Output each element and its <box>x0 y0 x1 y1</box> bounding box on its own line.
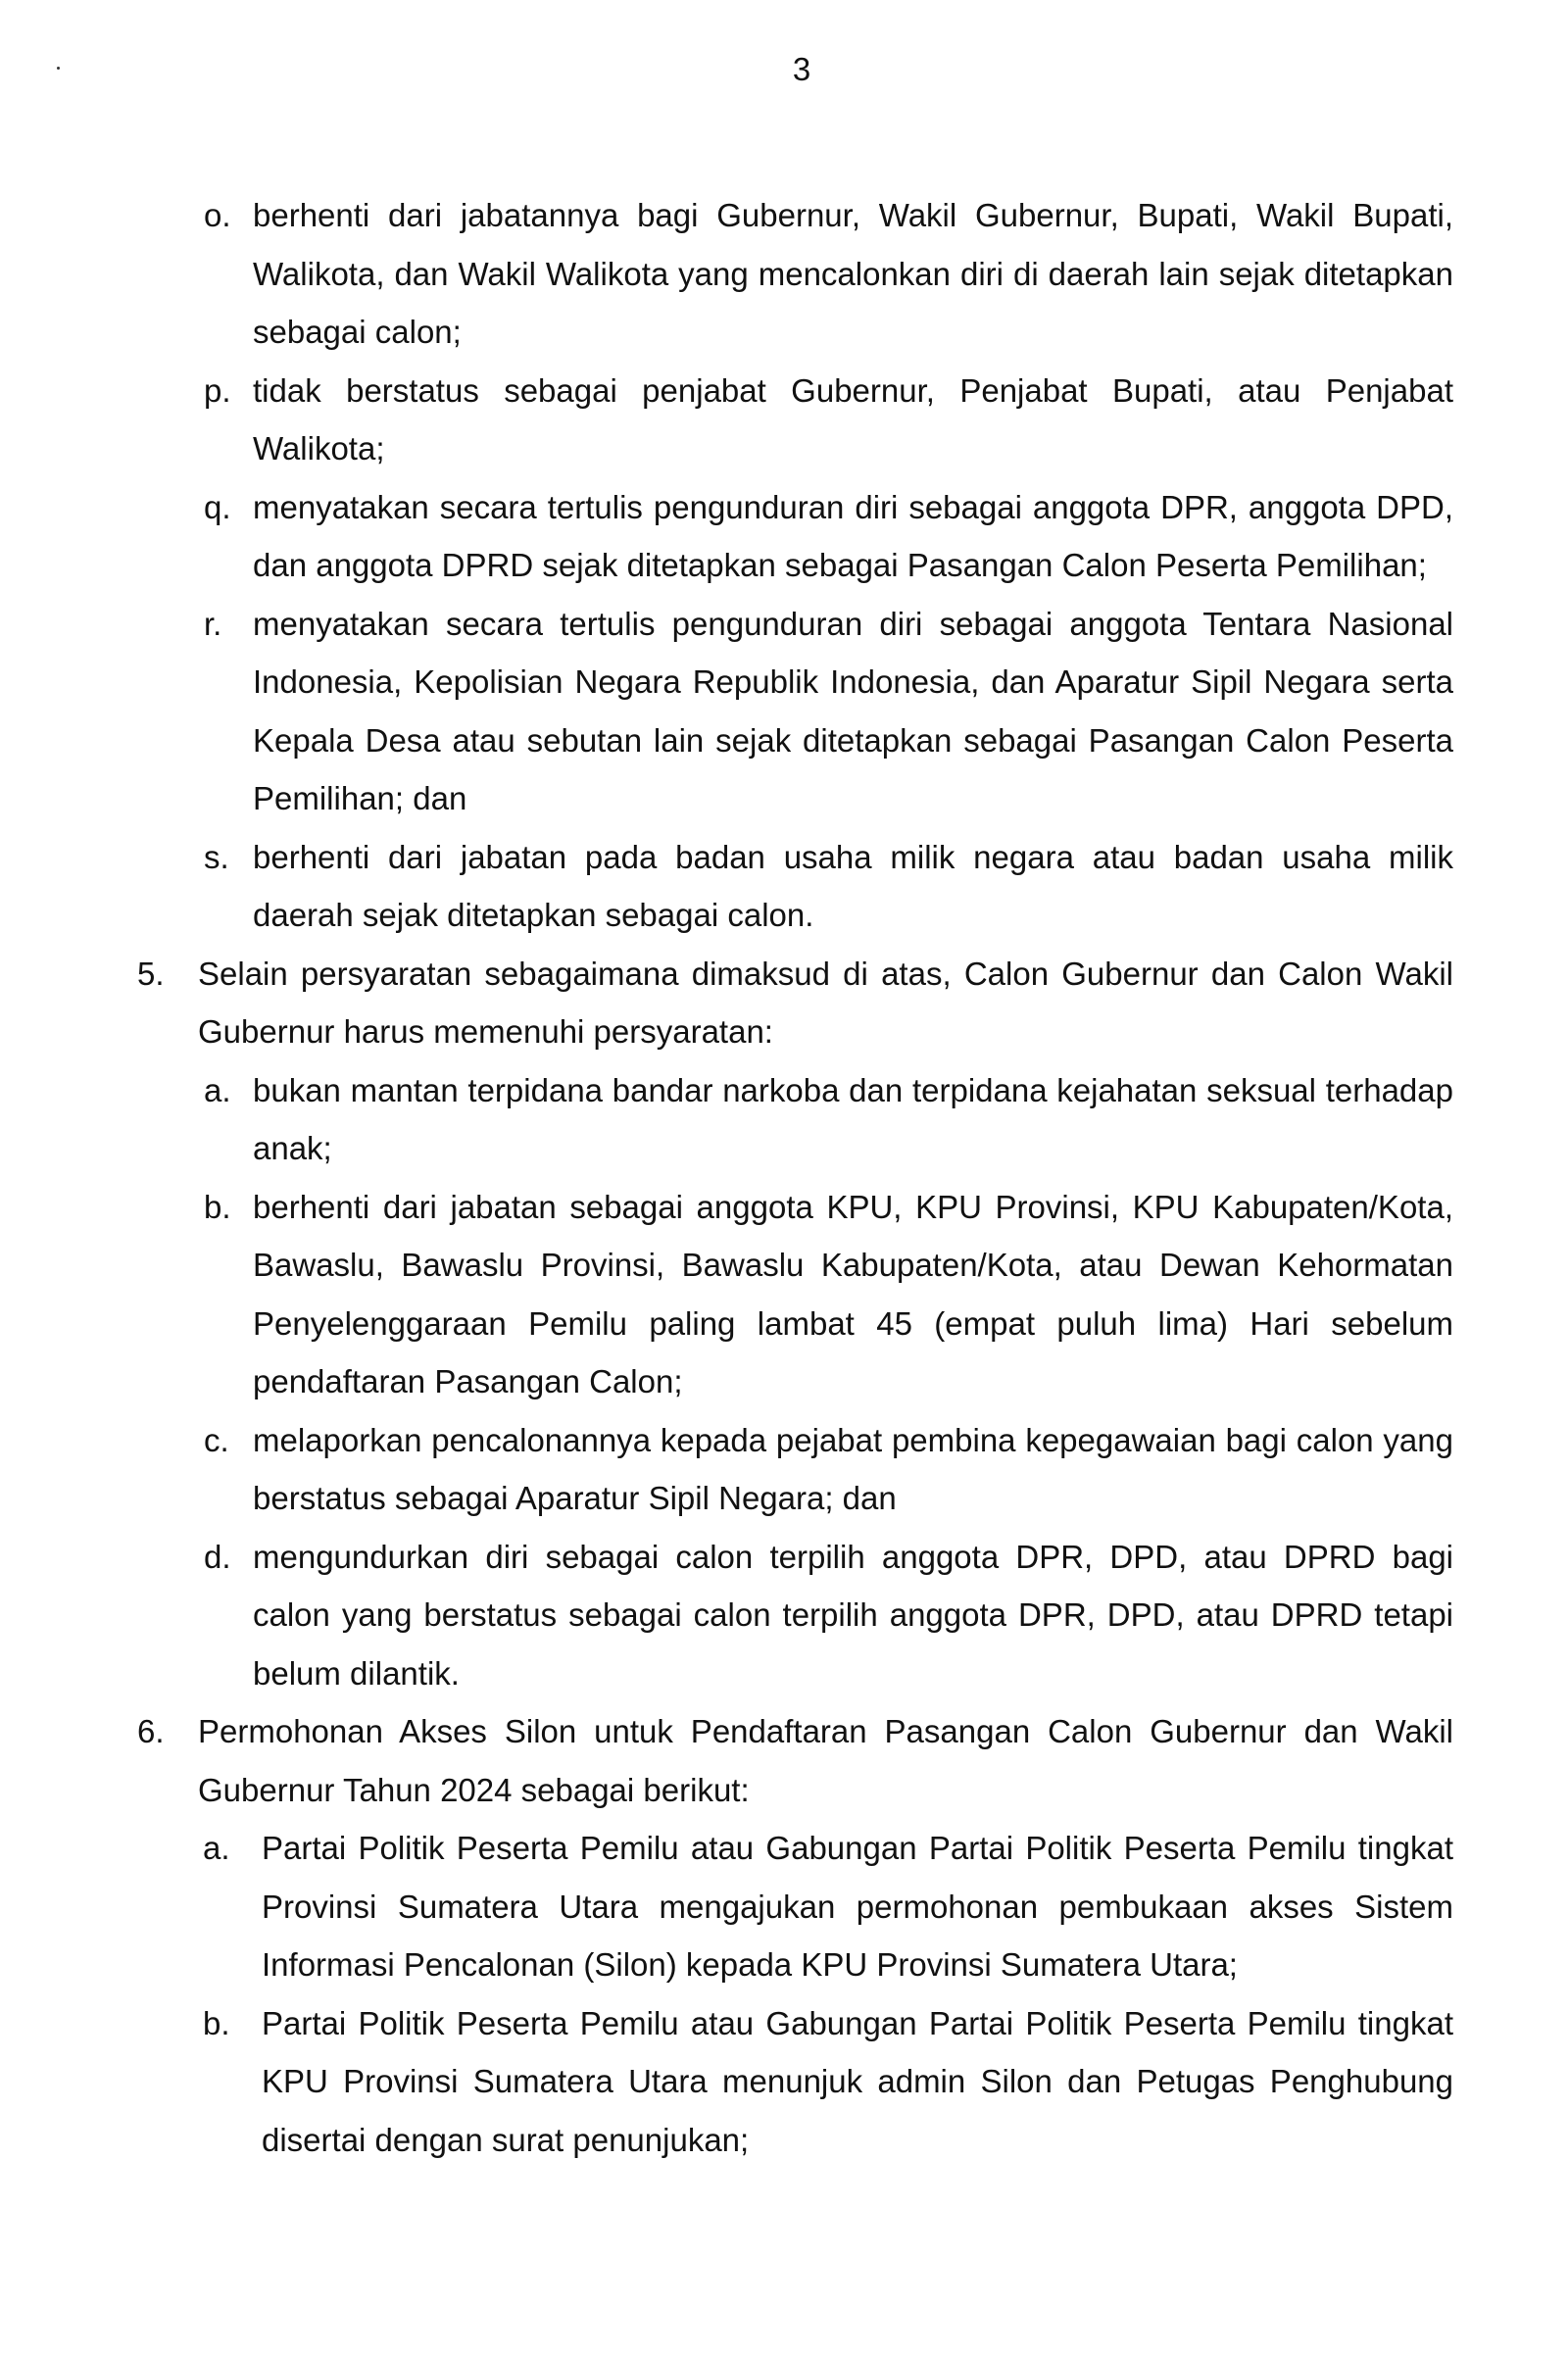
document-body <box>0 186 1568 2169</box>
list-marker: 6. <box>137 1713 165 1749</box>
list-item-text: menyatakan secara tertulis pengunduran diri sebagai anggota DPR, anggota DPD, dan anggota DPRD sejak ditetapkan sebagai Pasangan Calon Peserta Pemilihan; <box>253 488 1453 583</box>
list-item-text: mengundurkan diri sebagai calon terpilih anggota DPR, DPD, atau DPRD bagi calon yang berstatus sebagai calon terpilih anggota DPR, DPD, atau DPRD tetapi belum dilantik. <box>253 1538 1453 1692</box>
list-item-q <box>204 478 1453 595</box>
list-marker: q. <box>204 488 231 525</box>
list-item-s <box>204 828 1453 945</box>
numbered-item-5 <box>137 945 1453 1061</box>
list-item-o <box>204 186 1453 362</box>
list-item-text: tidak berstatus sebagai penjabat Gubernur, Penjabat Bupati, atau Penjabat Walikota; <box>253 371 1453 466</box>
list-marker: p. <box>204 371 231 409</box>
list-marker: b. <box>204 1188 231 1225</box>
numbered-item-6 <box>137 1702 1453 1819</box>
list-marker: a. <box>204 1071 231 1108</box>
list-marker: c. <box>204 1421 229 1458</box>
list-marker: d. <box>204 1538 231 1575</box>
list-marker: s. <box>204 838 229 875</box>
list-item-text: Partai Politik Peserta Pemilu atau Gabungan Partai Politik Peserta Pemilu tingkat KPU Provinsi Sumatera Utara menunjuk admin Silon dan Petugas Penghubung disertai dengan surat penunjukan; <box>262 2004 1453 2158</box>
list-marker: b. <box>203 2004 230 2041</box>
list-marker: 5. <box>137 955 165 992</box>
list-item-text: bukan mantan terpidana bandar narkoba dan terpidana kejahatan seksual terhadap anak; <box>253 1071 1453 1166</box>
list-item-6b <box>203 1994 1453 2170</box>
list-item-text: berhenti dari jabatannya bagi Gubernur, Wakil Gubernur, Bupati, Wakil Bupati, Walikota, dan Wakil Walikota yang mencalonkan diri di daerah lain sejak ditetapkan sebagai calon; <box>253 197 1453 350</box>
list-item-text: Partai Politik Peserta Pemilu atau Gabungan Partai Politik Peserta Pemilu tingkat Provinsi Sumatera Utara mengajukan permohonan pembukaan akses Sistem Informasi Pencalonan (Silon) kepada KPU Provinsi Sumatera Utara; <box>262 1830 1453 1983</box>
list-marker: r. <box>204 605 222 642</box>
page-number: 3 <box>792 51 811 87</box>
list-item-5d <box>204 1528 1453 1703</box>
list-item-5c <box>204 1411 1453 1528</box>
list-item-text: berhenti dari jabatan sebagai anggota KPU, KPU Provinsi, KPU Kabupaten/Kota, Bawaslu, Bawaslu Provinsi, Bawaslu Kabupaten/Kota, atau Dewan Kehormatan Penyelenggaraan Pemilu paling lambat 45 (empat puluh lima) Hari sebelum pendaftaran Pasangan Calon; <box>253 1188 1453 1399</box>
list-marker: o. <box>204 197 231 233</box>
list-item-5a <box>204 1061 1453 1178</box>
list-item-6a <box>203 1819 1453 1994</box>
list-item-r <box>204 595 1453 828</box>
list-item-p <box>204 362 1453 478</box>
list-item-5b <box>204 1178 1453 1411</box>
list-item-text: melaporkan pencalonannya kepada pejabat pembina kepegawaian bagi calon yang berstatus sebagai Aparatur Sipil Negara; dan <box>253 1421 1453 1516</box>
list-item-text: menyatakan secara tertulis pengunduran diri sebagai anggota Tentara Nasional Indonesia, Kepolisian Negara Republik Indonesia, dan Aparatur Sipil Negara serta Kepala Desa atau sebutan lain sejak ditetapkan sebagai Pasangan Calon Peserta Pemilihan; dan <box>253 605 1453 816</box>
list-marker: a. <box>203 1830 230 1866</box>
list-item-text: Selain persyaratan sebagaimana dimaksud di atas, Calon Gubernur dan Calon Wakil Gubernur harus memenuhi persyaratan: <box>198 955 1453 1050</box>
list-item-text: berhenti dari jabatan pada badan usaha milik negara atau badan usaha milik daerah sejak ditetapkan sebagai calon. <box>253 838 1453 933</box>
list-item-text: Permohonan Akses Silon untuk Pendaftaran Pasangan Calon Gubernur dan Wakil Gubernur Tahun 2024 sebagai berikut: <box>198 1713 1453 1808</box>
